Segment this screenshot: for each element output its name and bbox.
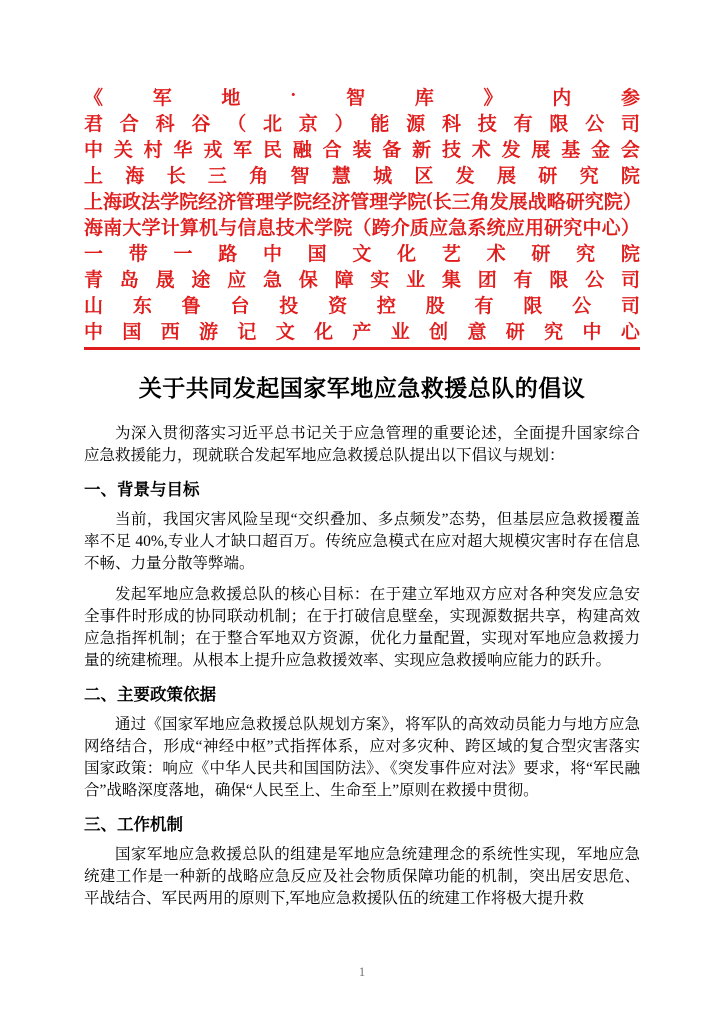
section-1-paragraph-1: 当前，我国灾害风险呈现“交织叠加、多点频发”态势，但基层应急救援覆盖率不足 40%,专业人才缺口超百万。传统应急模式在应对超大规模灾害时存在信息不畅、力量分散等弊端。 [84, 511, 640, 572]
letterhead-line-5: 上 海 政 法 学 院 经 济 管 理 学 院 经 济 管 理 学 院 ( 长 三 角 发 展 战 略 研 究 院 ） [84, 189, 642, 213]
letterhead-line-8: 青 岛 晟 途 应 急 保 障 实 业 集 团 有 限 公 司 [84, 269, 640, 291]
letterhead-line-7: 一 带 一 路 中 国 文 化 艺 术 研 究 院 [84, 243, 640, 265]
letterhead-line-6: 海 南 大 学 计 算 机 与 信 息 技 术 学 院 （ 跨 介 质 应 急 系 统 应 用 研 究 中 心 ） [84, 217, 640, 239]
letterhead-line-1: 《 军 地 · 智 库 》 内 参 [84, 85, 640, 109]
section-3-paragraph-1: 国家军地应急救援总队的组建是军地应急统建理念的系统性实现，军地应急统建工作是一种新的战略应急反应及社会物质保障功能的机制，突出居安思危、平战结合、军民两用的原则下,军地应急救援队伍的统建工作将极大提升救 [84, 846, 640, 907]
page-number: 1 [358, 965, 366, 979]
red-divider-rule [84, 347, 640, 350]
letterhead-line-10: 中 国 西 游 记 文 化 产 业 创 意 研 究 中 心 [84, 321, 640, 343]
document-title: 关于共同发起国家军地应急救援总队的倡议 [138, 376, 586, 401]
section-2-paragraph-1: 通过《国家军地应急救援总队规划方案》，将军队的高效动员能力与地方应急网络结合，形成“神经中枢”式指挥体系，应对多灾种、跨区域的复合型灾害落实国家政策：响应《中华人民共和国国防法》、《突发事件应对法》要求，将“军民融合”战略深度落地，确保“人民至上、生命至上”原则在救援中贯彻。 [84, 716, 640, 799]
section-2-heading: 二、主要政策依据 [84, 686, 216, 704]
section-1-paragraph-2: 发起军地应急救援总队的核心目标：在于建立军地双方应对各种突发应急安全事件时形成的协同联动机制；在于打破信息壁垒，实现源数据共享，构建高效应急指挥机制；在于整合军地双方资源，优化力量配置，实现对军地应急救援力量的统建梳理。从根本上提升应急救援效率、实现应急救援响应能力的跃升。 [84, 586, 640, 669]
section-1-heading: 一、背景与目标 [84, 481, 200, 499]
letterhead-line-2: 君 合 科 谷 （ 北 京 ） 能 源 科 技 有 限 公 司 [84, 113, 640, 135]
page-content [84, 0, 640, 919]
letterhead-line-4: 上 海 长 三 角 智 慧 城 区 发 展 研 究 院 [84, 165, 640, 187]
section-3-heading: 三、工作机制 [84, 816, 183, 834]
letterhead [84, 83, 640, 343]
letterhead-line-3: 中 关 村 华 戎 军 民 融 合 装 备 新 技 术 发 展 基 金 会 [84, 139, 640, 161]
letterhead-line-9: 山 东 鲁 台 投 资 控 股 有 限 公 司 [84, 295, 640, 317]
intro-paragraph: 为深入贯彻落实习近平总书记关于应急管理的重要论述，全面提升国家综合应急救援能力，现就联合发起军地应急救援总队提出以下倡议与规划： [84, 425, 640, 464]
